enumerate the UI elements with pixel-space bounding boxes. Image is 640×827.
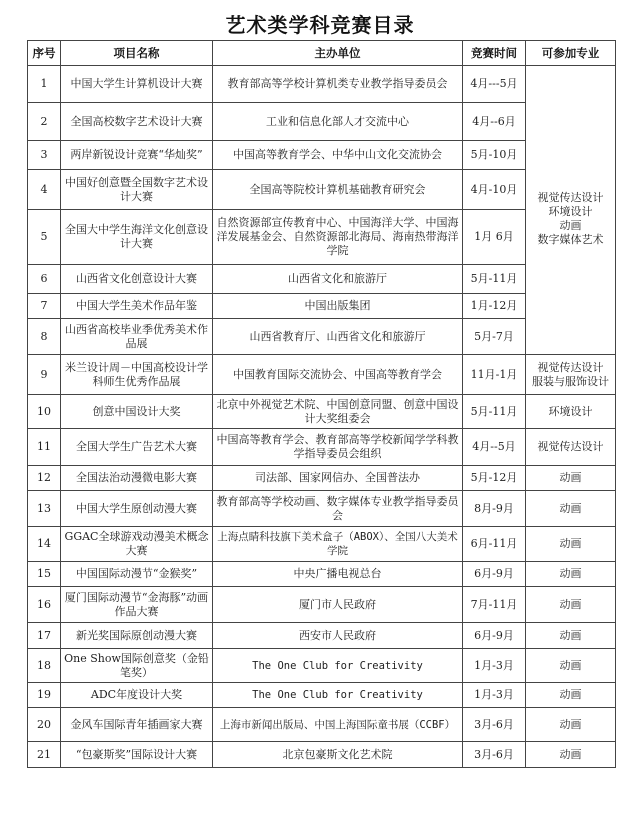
eligible-majors: 动画 [526,527,616,562]
project-name: 全国大学生广告艺术大赛 [61,429,213,466]
row-number: 6 [28,265,61,294]
row-number: 18 [28,649,61,683]
competition-time: 5月-7月 [463,319,526,355]
eligible-majors: 动画 [526,562,616,587]
project-name: 中国大学生原创动漫大赛 [61,491,213,527]
eligible-majors: 动画 [526,742,616,768]
eligible-majors: 动画 [526,683,616,708]
organizer: 厦门市人民政府 [213,587,463,623]
table-row [28,395,616,429]
project-name: “包豪斯奖”国际设计大赛 [61,742,213,768]
eligible-majors: 环境设计 [526,395,616,429]
table-row [28,527,616,562]
header-time: 竞赛时间 [463,41,526,66]
header-organizer: 主办单位 [213,41,463,66]
eligible-majors: 视觉传达设计 环境设计 动画 数字媒体艺术 [526,66,616,355]
row-number: 13 [28,491,61,527]
competition-time: 3月-6月 [463,708,526,742]
competition-time: 6月-9月 [463,562,526,587]
row-number: 7 [28,294,61,319]
project-name: 米兰设计周－中国高校设计学科师生优秀作品展 [61,355,213,395]
row-number: 4 [28,170,61,210]
table-row [28,355,616,395]
eligible-majors: 视觉传达设计 [526,429,616,466]
competition-time: 5月-12月 [463,466,526,491]
project-name: 两岸新锐设计竞赛“华灿奖” [61,141,213,170]
organizer: 教育部高等学校动画、数字媒体专业教学指导委员会 [213,491,463,527]
row-number: 8 [28,319,61,355]
row-number: 1 [28,66,61,103]
organizer: The One Club for Creativity [213,649,463,683]
organizer: 上海点睛科技旗下美术盒子（ABOX）、全国八大美术学院 [213,527,463,562]
organizer: 山西省教育厅、山西省文化和旅游厅 [213,319,463,355]
table-row [28,562,616,587]
competition-time: 6月-11月 [463,527,526,562]
eligible-majors: 动画 [526,708,616,742]
competition-time: 4月--6月 [463,103,526,141]
project-name: 山西省文化创意设计大赛 [61,265,213,294]
table-row [28,466,616,491]
organizer: 教育部高等学校计算机类专业教学指导委员会 [213,66,463,103]
table-row [28,708,616,742]
table-row [28,491,616,527]
competition-time: 8月-9月 [463,491,526,527]
organizer: 西安市人民政府 [213,623,463,649]
eligible-majors: 动画 [526,623,616,649]
project-name: 金风车国际青年插画家大赛 [61,708,213,742]
eligible-majors: 动画 [526,466,616,491]
eligible-majors: 动画 [526,491,616,527]
organizer: 自然资源部宣传教育中心、中国海洋大学、中国海洋发展基金会、自然资源部北海局、海南热带海洋学院 [213,210,463,265]
organizer: 中国教育国际交流协会、中国高等教育学会 [213,355,463,395]
competition-time: 1月-3月 [463,683,526,708]
table-row [28,742,616,768]
competition-time: 11月-1月 [463,355,526,395]
competition-time: 4月---5月 [463,66,526,103]
row-number: 11 [28,429,61,466]
row-number: 19 [28,683,61,708]
row-number: 14 [28,527,61,562]
organizer: 北京中外视觉艺术院、中国创意同盟、创意中国设计大奖组委会 [213,395,463,429]
row-number: 3 [28,141,61,170]
project-name: 全国大中学生海洋文化创意设计大赛 [61,210,213,265]
competition-time: 7月-11月 [463,587,526,623]
organizer: 上海市新闻出版局、中国上海国际童书展（CCBF） [213,708,463,742]
project-name: 全国高校数字艺术设计大赛 [61,103,213,141]
table-row [28,623,616,649]
row-number: 10 [28,395,61,429]
row-number: 15 [28,562,61,587]
competition-time: 3月-6月 [463,742,526,768]
page-title: 艺术类学科竞赛目录 [225,13,415,37]
row-number: 9 [28,355,61,395]
table-row [28,683,616,708]
project-name: 新光奖国际原创动漫大赛 [61,623,213,649]
organizer: 司法部、国家网信办、全国普法办 [213,466,463,491]
table-row [28,429,616,466]
competition-time: 1月-3月 [463,649,526,683]
project-name: GGAC全球游戏动漫美术概念大赛 [61,527,213,562]
project-name: 厦门国际动漫节“金海豚”动画作品大赛 [61,587,213,623]
row-number: 21 [28,742,61,768]
header-name: 项目名称 [61,41,213,66]
competition-time: 4月-10月 [463,170,526,210]
organizer: 全国高等院校计算机基础教育研究会 [213,170,463,210]
table-row [28,649,616,683]
eligible-majors: 动画 [526,587,616,623]
organizer: 中国高等教育学会、中华中山文化交流协会 [213,141,463,170]
competition-time: 4月--5月 [463,429,526,466]
project-name: 中国大学生计算机设计大赛 [61,66,213,103]
header-no: 序号 [28,41,61,66]
competition-time: 6月-9月 [463,623,526,649]
header-majors: 可参加专业 [526,41,616,66]
row-number: 20 [28,708,61,742]
project-name: 创意中国设计大奖 [61,395,213,429]
project-name: 全国法治动漫微电影大赛 [61,466,213,491]
eligible-majors: 视觉传达设计 服装与服饰设计 [526,355,616,395]
competition-time: 1月-12月 [463,294,526,319]
organizer: 工业和信息化部人才交流中心 [213,103,463,141]
project-name: One Show国际创意奖（金铅笔奖） [61,649,213,683]
competition-time: 5月-11月 [463,395,526,429]
row-number: 16 [28,587,61,623]
row-number: 2 [28,103,61,141]
organizer: 中央广播电视总台 [213,562,463,587]
project-name: 中国国际动漫节“金猴奖” [61,562,213,587]
competition-table [27,40,616,768]
organizer: 山西省文化和旅游厅 [213,265,463,294]
competition-time: 1月 6月 [463,210,526,265]
row-number: 17 [28,623,61,649]
project-name: ADC年度设计大奖 [61,683,213,708]
row-number: 12 [28,466,61,491]
row-number: 5 [28,210,61,265]
organizer: 中国高等教育学会、教育部高等学校新闻学学科教学指导委员会组织 [213,429,463,466]
table-row [28,66,616,103]
organizer: The One Club for Creativity [213,683,463,708]
project-name: 中国大学生美术作品年鉴 [61,294,213,319]
organizer: 北京包豪斯文化艺术院 [213,742,463,768]
project-name: 中国好创意暨全国数字艺术设计大赛 [61,170,213,210]
organizer: 中国出版集团 [213,294,463,319]
eligible-majors: 动画 [526,649,616,683]
table-header-row [28,41,616,66]
competition-time: 5月-11月 [463,265,526,294]
project-name: 山西省高校毕业季优秀美术作品展 [61,319,213,355]
competition-time: 5月-10月 [463,141,526,170]
table-row [28,587,616,623]
